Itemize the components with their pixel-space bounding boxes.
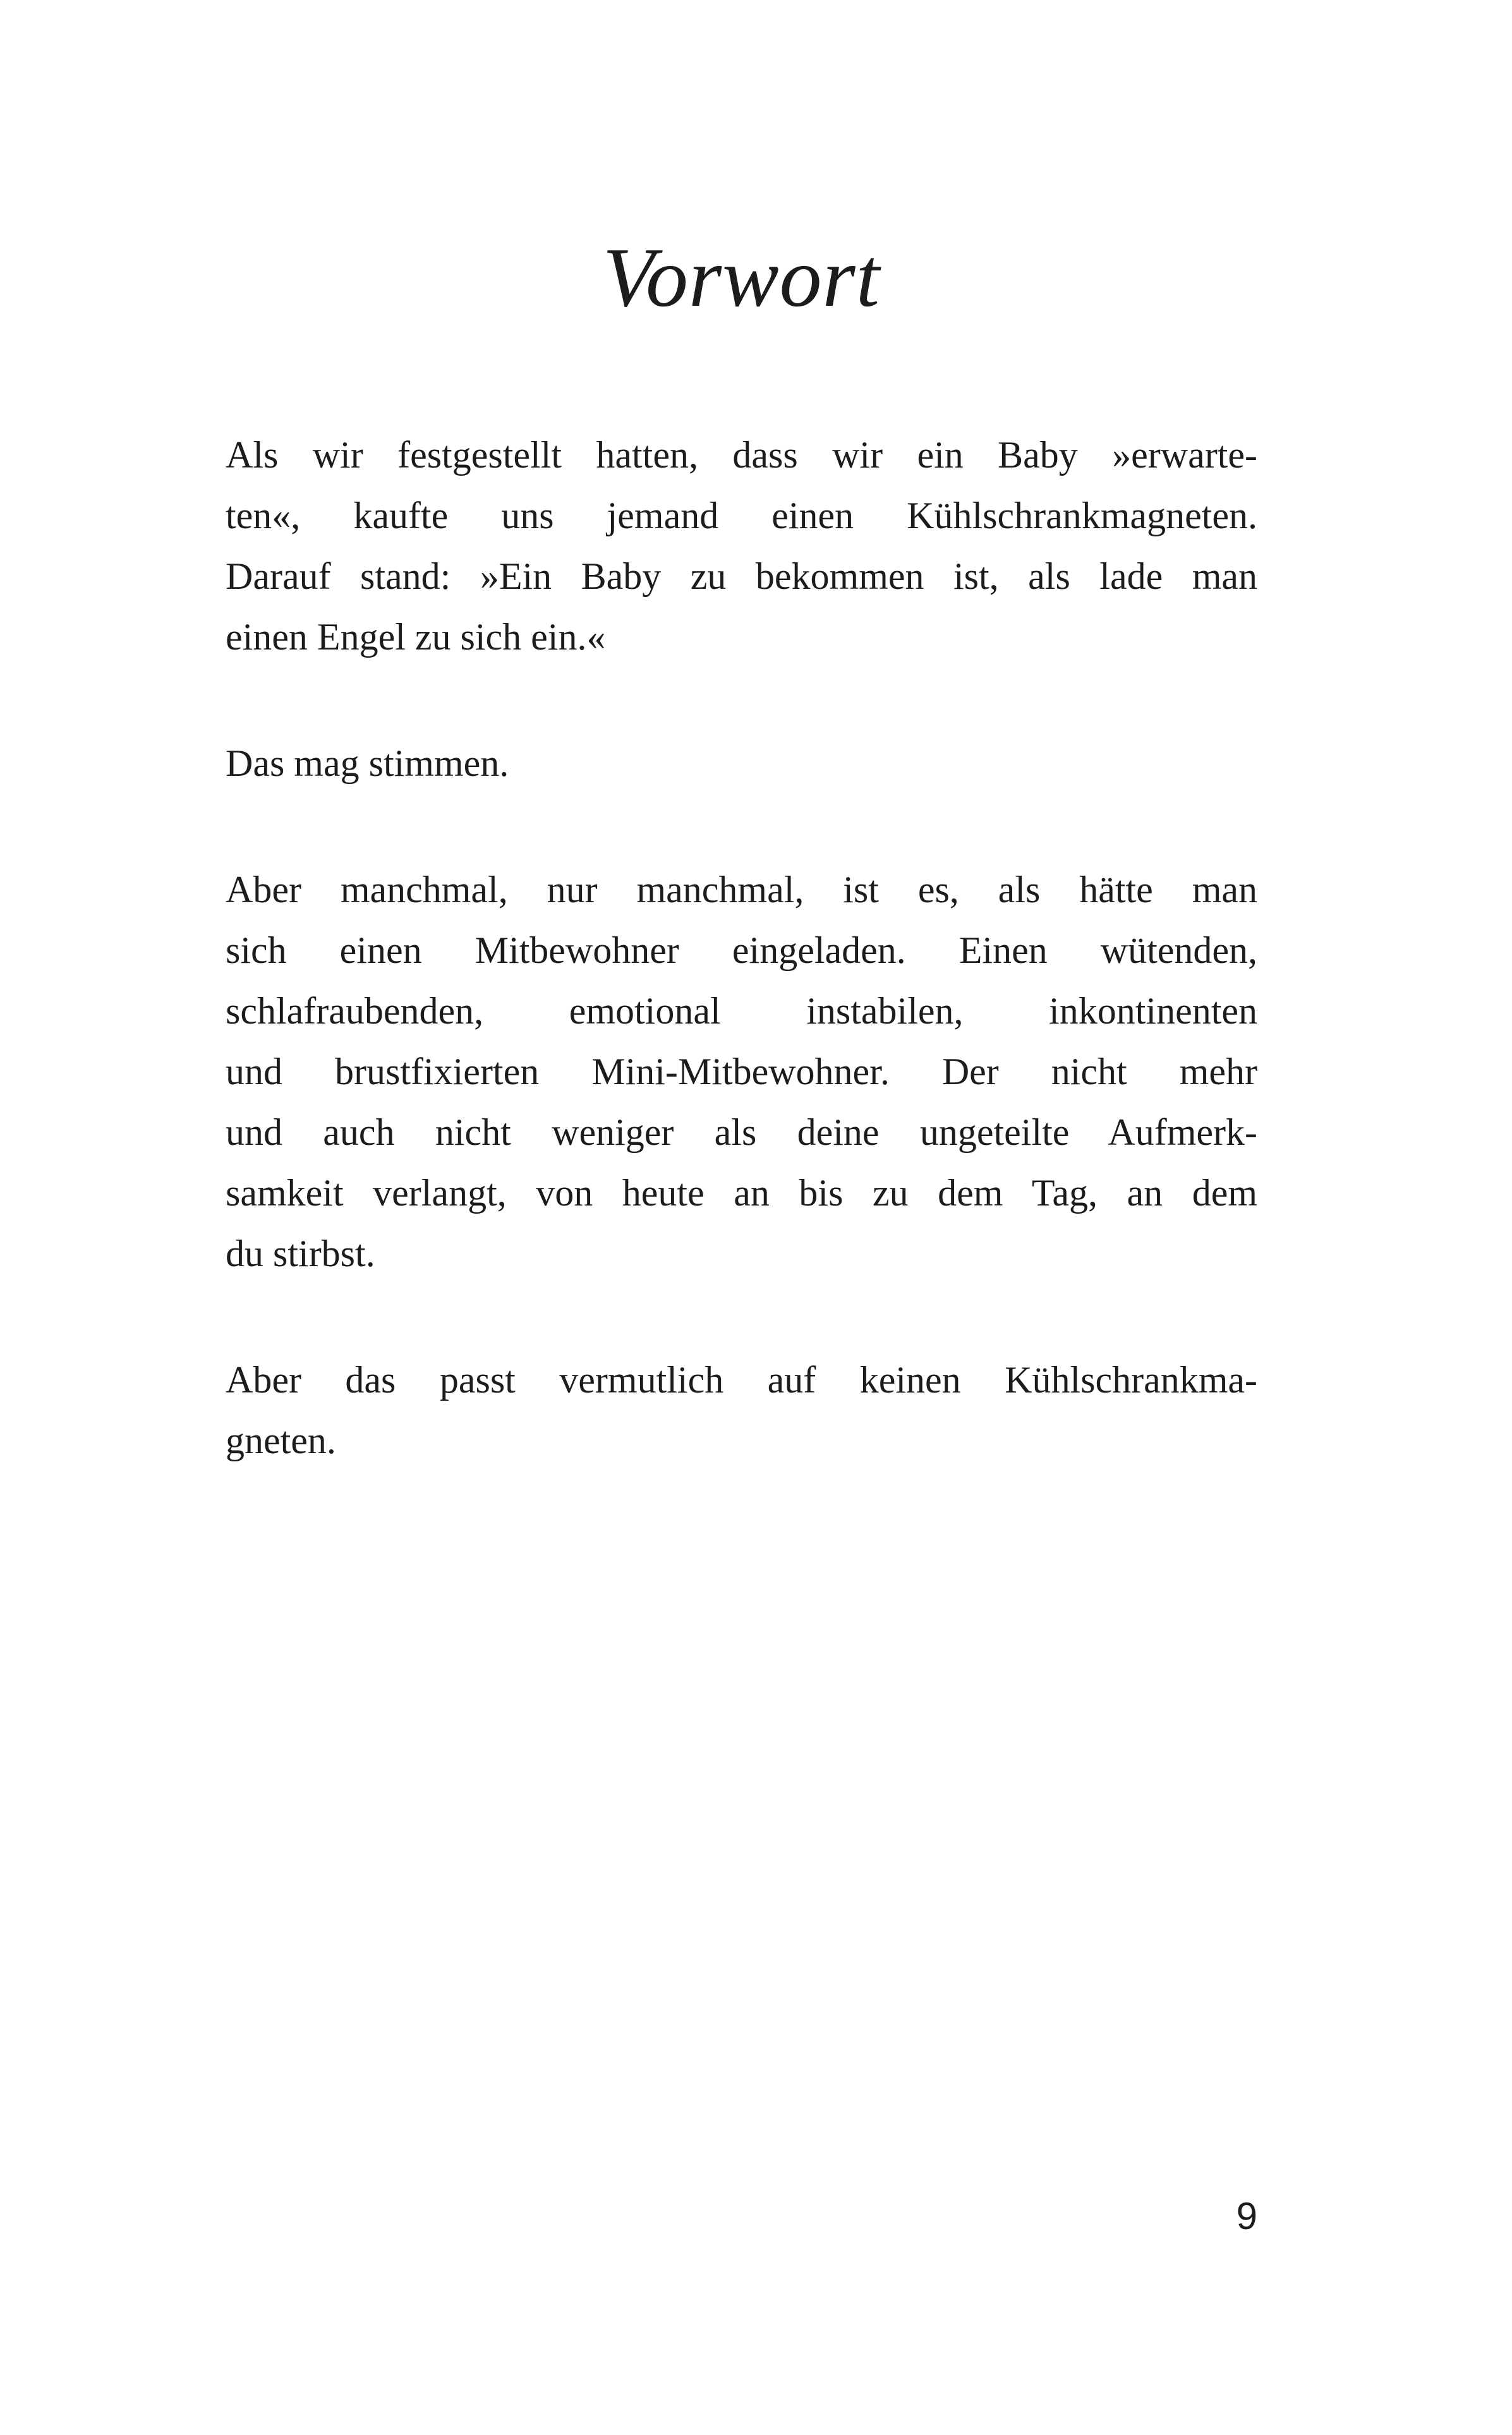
body-line: Aber das passt vermutlich auf keinen Kühlschrankma- xyxy=(226,1359,1257,1401)
paragraph xyxy=(226,733,1257,794)
body-line: sich einen Mitbewohner eingeladen. Einen wütenden, xyxy=(226,929,1257,971)
body-line: du stirbst. xyxy=(226,1233,375,1274)
paragraph xyxy=(226,425,1257,667)
body-line: Darauf stand: »Ein Baby zu bekommen ist, als lade man xyxy=(226,555,1257,597)
body-line: Das mag stimmen. xyxy=(226,742,509,784)
body-text xyxy=(226,425,1257,1537)
paragraph xyxy=(226,859,1257,1284)
body-line: ten«, kaufte uns jemand einen Kühlschrankmagneten. xyxy=(226,495,1257,536)
body-line: und brustfixierten Mini-Mitbewohner. Der nicht mehr xyxy=(226,1051,1257,1092)
body-line: Aber manchmal, nur manchmal, ist es, als hätte man xyxy=(226,869,1257,910)
paragraph xyxy=(226,1350,1257,1471)
body-line: Als wir festgestellt hatten, dass wir ein Baby »erwarte- xyxy=(226,434,1257,476)
body-line: schlafraubenden, emotional instabilen, inkontinenten xyxy=(226,990,1257,1032)
body-line: und auch nicht weniger als deine ungeteilte Aufmerk- xyxy=(226,1111,1257,1153)
body-line: gneten. xyxy=(226,1420,336,1461)
body-line: einen Engel zu sich ein.« xyxy=(226,616,606,658)
chapter-title: Vorwort xyxy=(603,231,880,324)
body-line: samkeit verlangt, von heute an bis zu dem Tag, an dem xyxy=(226,1172,1257,1214)
page-number: 9 xyxy=(1236,2195,1257,2237)
